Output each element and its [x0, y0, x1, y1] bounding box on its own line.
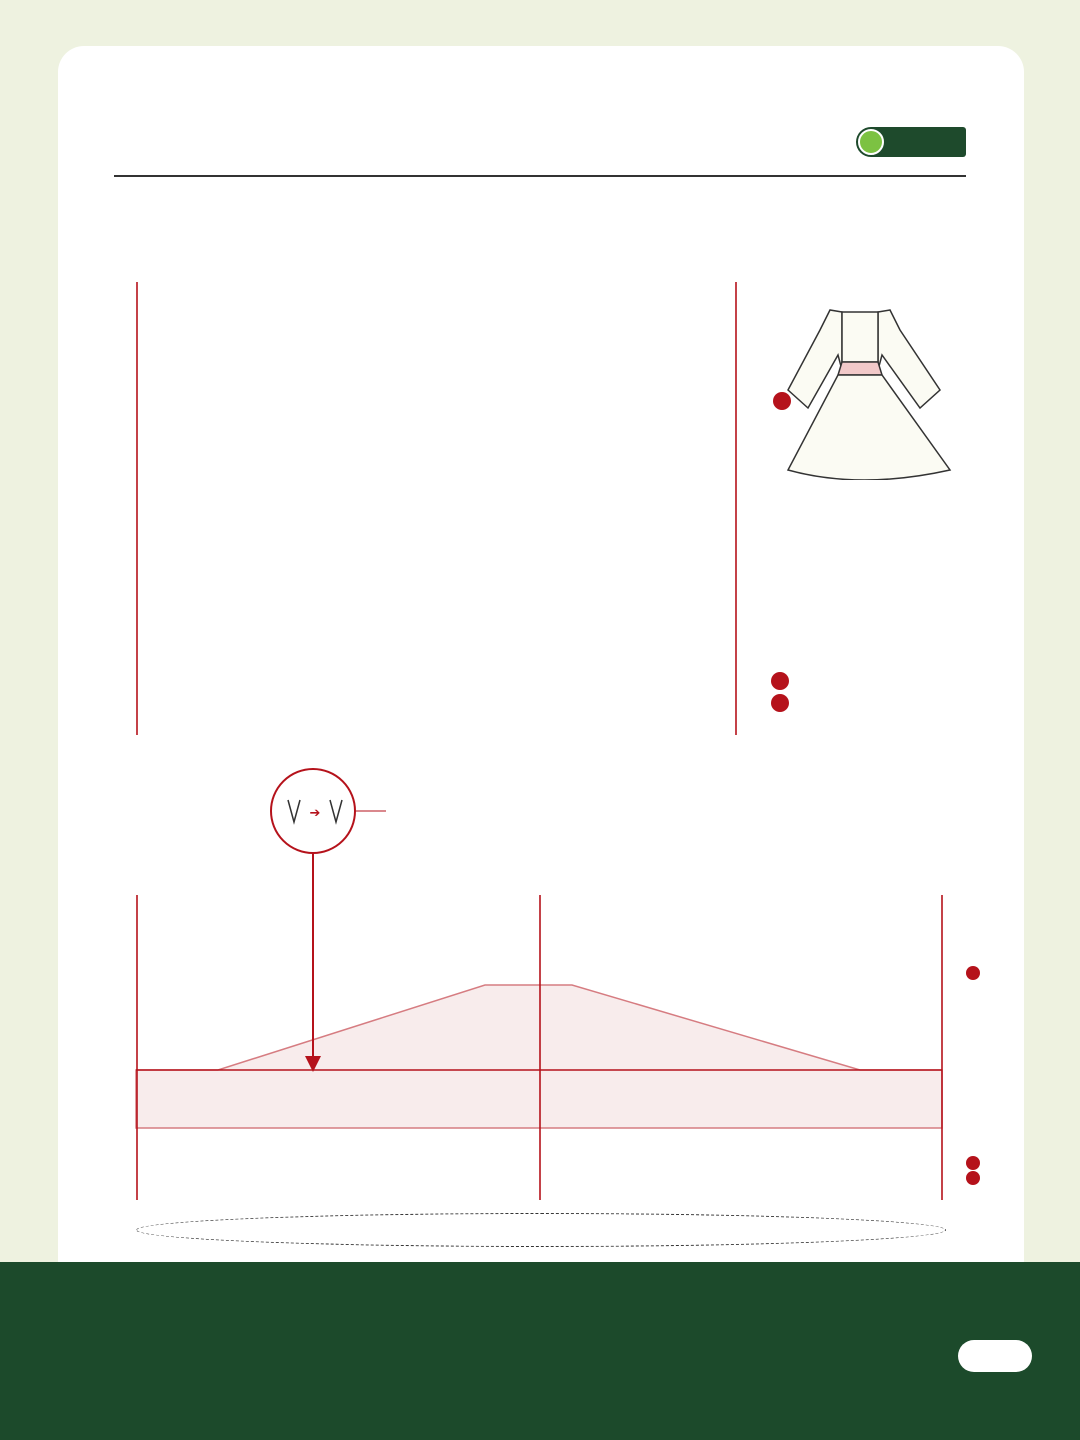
- row-marker-42: [966, 966, 980, 980]
- footer-bar: [0, 1262, 1080, 1440]
- callout-arrow-icon: ➔: [309, 806, 321, 821]
- dress-illustration: [780, 300, 960, 480]
- row-marker-28: [966, 1171, 980, 1185]
- summary-ellipse: [136, 1213, 946, 1247]
- highlight-region: [136, 985, 942, 1128]
- row-marker-29: [966, 1156, 980, 1170]
- row-marker-29: [771, 672, 789, 690]
- row-marker-28: [771, 694, 789, 712]
- xiaohongshu-badge: [958, 1340, 1032, 1372]
